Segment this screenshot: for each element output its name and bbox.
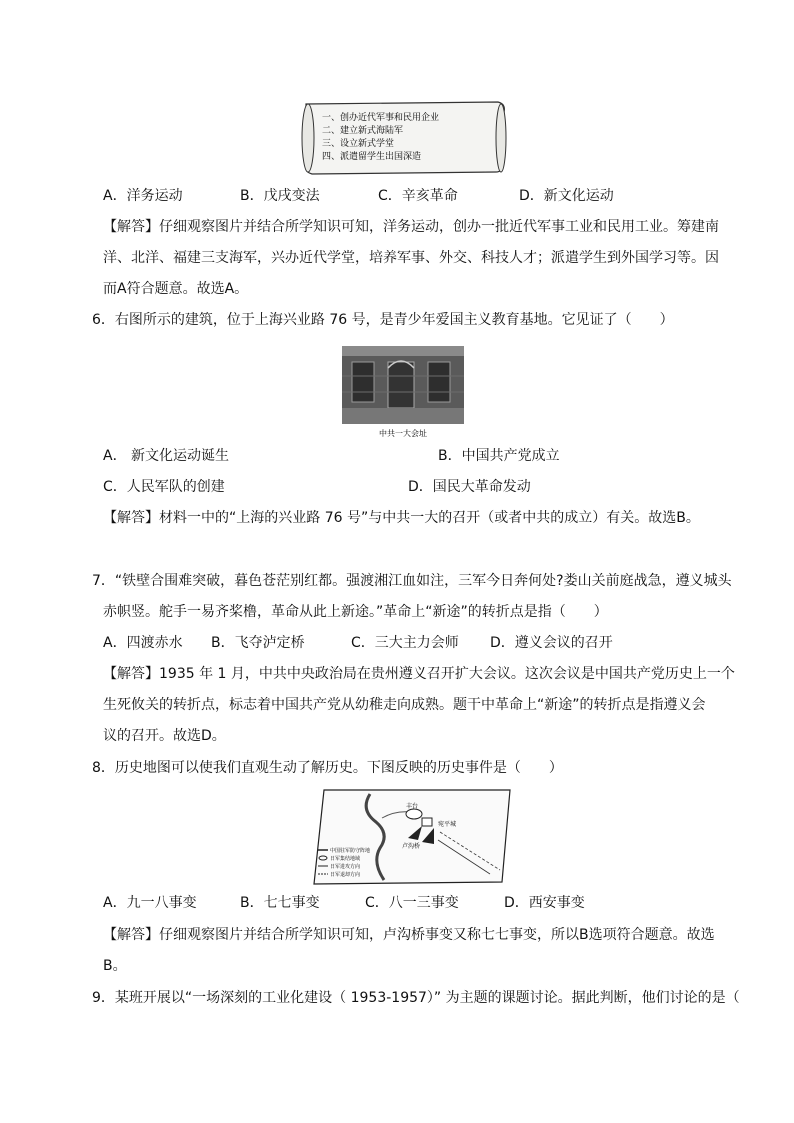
scroll-image xyxy=(298,98,512,178)
q8-option-b[interactable]: B．七七事变 xyxy=(240,895,320,911)
q5-answer-line: 洋、北洋、福建三支海军，兴办近代学堂，培养军事、外交、科技人才；派遣学生到外国学习等。因 xyxy=(103,250,719,266)
q7-option-a[interactable]: A．四渡赤水 xyxy=(103,635,183,651)
q7-answer-line: 生死攸关的转折点，标志着中国共产党从幼稚走向成熟。题干中革命上“新途”的转折点是指遵义会 xyxy=(103,697,706,713)
map-legend-item: 日军集结地域 xyxy=(330,856,361,862)
q5-option-c[interactable]: C．辛亥革命 xyxy=(378,188,458,204)
q7-option-b[interactable]: B．飞夺泸定桥 xyxy=(211,635,305,651)
q7-answer-line: 【解答】1935 年 1 月，中共中央政治局在贵州遵义召开扩大会议。这次会议是中国共产党历史上一个 xyxy=(103,666,735,682)
q6-option-d[interactable]: D．国民大革命发动 xyxy=(408,479,531,495)
q6-option-b[interactable]: B．中国共产党成立 xyxy=(438,448,560,464)
battle-map xyxy=(310,788,512,886)
map-label-lugouqiao: 卢沟桥 xyxy=(402,843,421,850)
photo-caption: 中共一大会址 xyxy=(379,429,427,438)
q8-answer-line: 【解答】仔细观察图片并结合所学知识可知，卢沟桥事变又称七七事变，所以B选项符合题意。故选 xyxy=(103,927,715,943)
map-label-fengtai: 丰台 xyxy=(406,803,419,810)
q7-answer-line: 议的召开。故选D。 xyxy=(103,728,226,744)
q6-question: 6．右图所示的建筑，位于上海兴业路 76 号，是青少年爱国主义教育基地。它见证了（ ） xyxy=(92,312,674,328)
map-legend-item: 中国驻军防守阵地 xyxy=(330,848,371,854)
scroll-item: 一、创办近代军事和民用企业 xyxy=(322,113,440,123)
map-label-wanping: 宛平城 xyxy=(438,821,457,828)
q7-option-c[interactable]: C．三大主力会师 xyxy=(351,635,459,651)
q7-question-line: 赤帜竖。舵手一易齐桨橹，革命从此上新途。”革命上“新途”的转折点是指（ ） xyxy=(103,604,608,620)
scroll-item: 二、建立新式海陆军 xyxy=(322,126,404,136)
q5-answer-line: 【解答】仔细观察图片并结合所学知识可知，洋务运动，创办一批近代军事工业和民用工业。筹建南 xyxy=(103,219,719,235)
q5-answer-line: 而A符合题意。故选A。 xyxy=(103,281,249,297)
q8-option-c[interactable]: C．八一三事变 xyxy=(365,895,459,911)
q7-question-line: 7．“铁壁合围难突破，暮色苍茫别红都。强渡湘江血如注，三军今日奔何处?娄山关前庭战急，遵义城头 xyxy=(92,573,732,589)
q8-answer-line: B。 xyxy=(103,958,127,974)
q8-option-d[interactable]: D．西安事变 xyxy=(504,895,585,911)
q5-option-a[interactable]: A．洋务运动 xyxy=(103,188,183,204)
scroll-item: 三、设立新式学堂 xyxy=(322,139,395,149)
q8-question: 8．历史地图可以使我们直观生动了解历史。下图反映的历史事件是（ ） xyxy=(92,760,563,776)
map-legend-item: 日军进攻方向 xyxy=(330,864,361,870)
q6-option-a[interactable]: A． 新文化运动诞生 xyxy=(103,448,230,464)
building-photo xyxy=(342,346,464,438)
q6-option-c[interactable]: C．人民军队的创建 xyxy=(103,479,225,495)
q8-option-a[interactable]: A．九一八事变 xyxy=(103,895,197,911)
q5-option-d[interactable]: D．新文化运动 xyxy=(519,188,614,204)
q5-option-b[interactable]: B．戊戌变法 xyxy=(240,188,320,204)
map-legend-item: 日军退却方向 xyxy=(330,872,361,878)
scroll-item: 四、派遣留学生出国深造 xyxy=(322,152,422,162)
q7-option-d[interactable]: D．遵义会议的召开 xyxy=(490,635,613,651)
q6-answer: 【解答】材料一中的“上海的兴业路 76 号”与中共一大的召开（或者中共的成立）有关。故选B。 xyxy=(103,510,700,526)
q9-question: 9．某班开展以“一场深刻的工业化建设（ 1953-1957）” 为主题的课题讨论。据此判断，他们讨论的是（ xyxy=(92,990,740,1006)
